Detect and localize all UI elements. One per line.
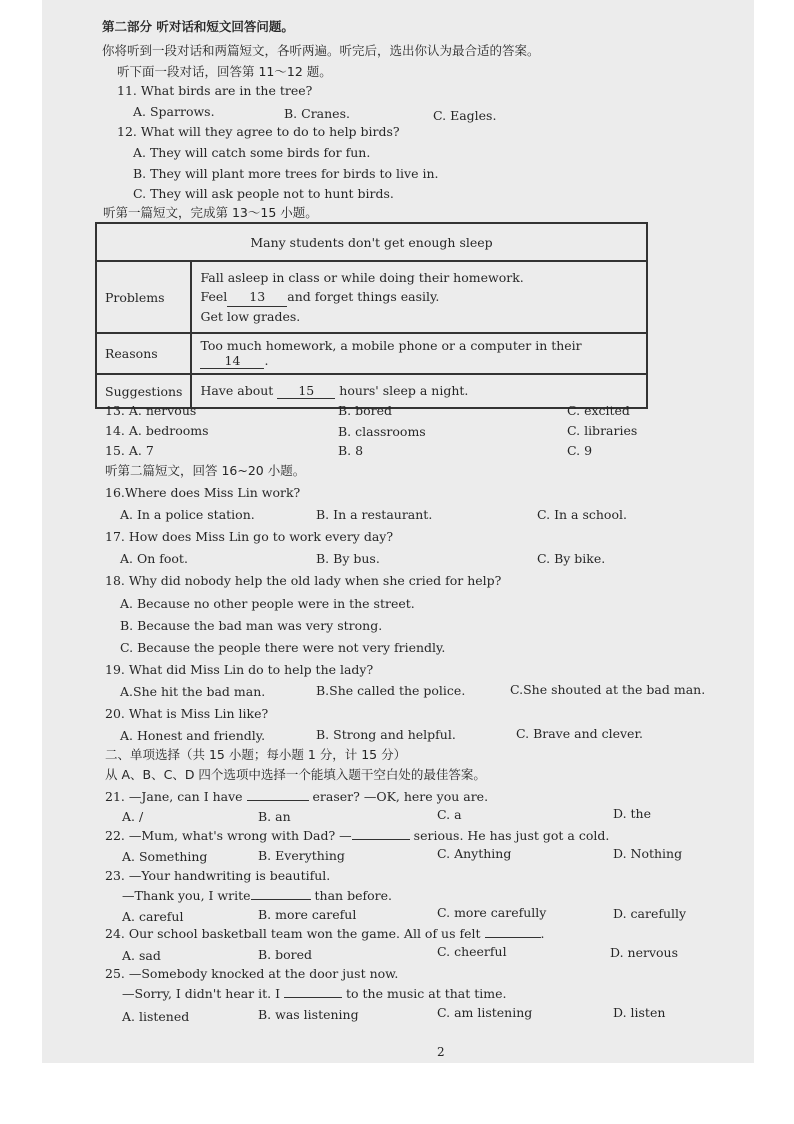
q14-option-b: B. classrooms [338, 424, 426, 439]
q24-option-b: B. bored [258, 947, 313, 962]
q12-option-a: A. They will catch some birds for fun. [133, 145, 371, 160]
q20-option-a: A. Honest and friendly. [120, 728, 266, 743]
q22-option-a: A. Something [122, 849, 208, 864]
q12-option-c: C. They will ask people not to hunt birds. [133, 186, 394, 201]
q21-option-c: C. a [437, 807, 462, 822]
q15-option-a: 15. A. 7 [105, 443, 154, 458]
q20-option-c: C. Brave and clever. [516, 726, 644, 741]
suggestions-label: Suggestions [96, 374, 191, 408]
q11-option-c: C. Eagles. [433, 108, 497, 123]
q19-option-c: C.She shouted at the bad man. [510, 682, 706, 697]
q25-option-a: A. listened [122, 1009, 190, 1024]
q25-text-pre: —Sorry, I didn't hear it. I [122, 986, 281, 1001]
q20-option-b: B. Strong and helpful. [316, 727, 456, 742]
problem-2-pre: Feel [200, 289, 228, 304]
question-19: 19. What did Miss Lin do to help the lady? [105, 662, 374, 677]
q22-option-c: C. Anything [437, 846, 512, 861]
question-22 [105, 828, 609, 844]
problem-3: Get low grades. [200, 309, 301, 324]
q15-option-b: B. 8 [338, 443, 364, 458]
q24-text-pre: 24. Our school basketball team won the game. All of us felt [105, 926, 481, 941]
q23-blank [251, 899, 311, 900]
problem-1: Fall asleep in class or while doing their homework. [200, 270, 524, 285]
q21-text-post: eraser? —OK, here you are. [312, 789, 489, 804]
q17-option-c: C. By bike. [537, 551, 606, 566]
q17-option-a: A. On foot. [120, 551, 188, 566]
suggestions-post: hours' sleep a night. [339, 383, 469, 398]
table-title: Many students don't get enough sleep [96, 223, 647, 261]
q24-option-d: D. nervous [610, 945, 678, 960]
question-25: 25. —Somebody knocked at the door just now. [105, 966, 399, 981]
q22-option-b: B. Everything [258, 848, 345, 863]
question-16: 16.Where does Miss Lin work? [105, 485, 301, 500]
q21-text-pre: 21. —Jane, can I have [105, 789, 243, 804]
sleep-table [95, 222, 648, 409]
suggestions-pre: Have about [200, 383, 274, 398]
section2-title: 二、单项选择（共 15 小题；每小题 1 分，计 15 分） [105, 747, 407, 762]
q24-option-a: A. sad [122, 948, 161, 963]
q23-text-post: than before. [314, 888, 392, 903]
q13-option-c: C. excited [567, 403, 630, 418]
reasons-period: . [264, 353, 269, 368]
q23-text-pre: —Thank you, I write [122, 888, 251, 903]
q25-option-c: C. am listening [437, 1005, 533, 1020]
part-title: 第二部分 听对话和短文回答问题。 [102, 19, 294, 34]
q22-text-pre: 22. —Mum, what's wrong with Dad? — [105, 828, 352, 843]
q23-option-a: A. careful [122, 909, 184, 924]
blank-13: 13 [227, 287, 287, 307]
question-24 [105, 926, 545, 942]
problem-2-post: and forget things easily. [287, 289, 440, 304]
q22-blank [352, 839, 410, 840]
blank-14: 14 [200, 353, 264, 369]
q16-option-c: C. In a school. [537, 507, 627, 522]
problem-2 [200, 287, 638, 307]
question-23: 23. —Your handwriting is beautiful. [105, 868, 331, 883]
section2-instruction: 从 A、B、C、D 四个选项中选择一个能填入题干空白处的最佳答案。 [105, 767, 486, 782]
q11-option-a: A. Sparrows. [133, 104, 215, 119]
q17-option-b: B. By bus. [316, 551, 380, 566]
question-12: 12. What will they agree to do to help birds? [117, 124, 400, 139]
q25-text-post: to the music at that time. [346, 986, 507, 1001]
question-20: 20. What is Miss Lin like? [105, 706, 269, 721]
question-17: 17. How does Miss Lin go to work every day? [105, 529, 394, 544]
question-11: 11. What birds are in the tree? [117, 83, 313, 98]
q13-option-b: B. bored [338, 403, 393, 418]
q24-text-post: . [540, 926, 545, 941]
q13-option-a: 13. A. nervous [105, 403, 197, 418]
q23-reply [122, 888, 392, 904]
passage1-intro: 听第一篇短文，完成第 13～15 小题。 [103, 205, 318, 220]
q11-option-b: B. Cranes. [284, 106, 350, 121]
q24-option-c: C. cheerful [437, 944, 507, 959]
part-instruction: 你将听到一段对话和两篇短文，各听两遍。听完后，选出你认为最合适的答案。 [102, 43, 540, 58]
q16-option-a: A. In a police station. [120, 507, 255, 522]
q15-option-c: C. 9 [567, 443, 593, 458]
blank-15: 15 [277, 383, 335, 399]
q18-option-a: A. Because no other people were in the street. [120, 596, 415, 611]
q18-option-c: C. Because the people there were not very friendly. [120, 640, 446, 655]
q25-blank [284, 997, 342, 998]
q25-reply [122, 986, 507, 1002]
q14-option-c: C. libraries [567, 423, 638, 438]
q19-option-b: B.She called the police. [316, 683, 466, 698]
reasons-label: Reasons [96, 333, 191, 374]
q16-option-b: B. In a restaurant. [316, 507, 433, 522]
page-number: 2 [437, 1045, 445, 1059]
q21-option-b: B. an [258, 809, 291, 824]
question-21 [105, 789, 488, 805]
question-18: 18. Why did nobody help the old lady when she cried for help? [105, 573, 502, 588]
q19-option-a: A.She hit the bad man. [120, 684, 266, 699]
problems-label: Problems [96, 261, 191, 333]
q23-option-d: D. carefully [613, 906, 687, 921]
reasons-cell [191, 333, 647, 374]
dialog-intro: 听下面一段对话，回答第 11～12 题。 [117, 64, 332, 79]
q25-option-b: B. was listening [258, 1007, 359, 1022]
reasons-text: Too much homework, a mobile phone or a computer in their [200, 338, 582, 353]
q23-option-c: C. more carefully [437, 905, 547, 920]
q21-option-a: A. / [122, 809, 144, 824]
q24-blank [485, 937, 541, 938]
q22-option-d: D. Nothing [613, 846, 683, 861]
q14-option-a: 14. A. bedrooms [105, 423, 209, 438]
q22-text-post: serious. He has just got a cold. [413, 828, 610, 843]
q21-blank [247, 800, 309, 801]
q18-option-b: B. Because the bad man was very strong. [120, 618, 383, 633]
q21-option-d: D. the [613, 806, 651, 821]
passage2-intro: 听第二篇短文，回答 16~20 小题。 [105, 463, 306, 478]
q12-option-b: B. They will plant more trees for birds to live in. [133, 166, 439, 181]
q23-option-b: B. more careful [258, 907, 357, 922]
q25-option-d: D. listen [613, 1005, 666, 1020]
